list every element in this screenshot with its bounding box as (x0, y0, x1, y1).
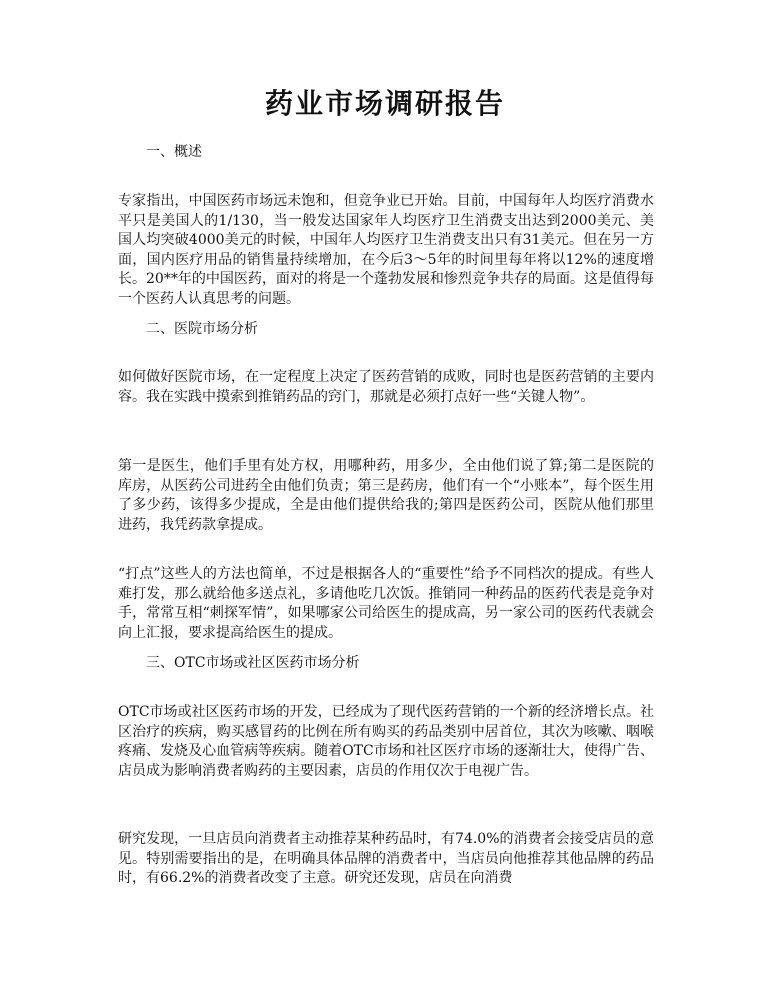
paragraph-overview: 专家指出，中国医药市场远未饱和，但竞争业已开始。目前，中国每年人均医疗消费水平只是美国人的1/130，当一般发达国家年人均医疗卫生消费支出达到2000美元、美国人均突破4000美元的时候，中国年人均医疗卫生消费支出只有31美元。但在另一方面，国内医疗用品的销售量持续增加，在今后3～5年的时间里每年将以12%的速度增长。20**年的中国医药，面对的将是一个蓬勃发展和惨烈竞争共存的局面。这是值得每一个医药人认真思考的问题。 (118, 193, 654, 307)
section-heading-otc-market: 三、OTC市场或社区医药市场分析 (146, 655, 360, 671)
paragraph-hospital-intro: 如何做好医院市场，在一定程度上决定了医药营销的成败，同时也是医药营销的主要内容。我在实践中摸索到推销药品的窍门，那就是必须打点好一些“关键人物”。 (118, 369, 654, 405)
paragraph-key-persons: 第一是医生，他们手里有处方权，用哪种药，用多少，全由他们说了算;第二是医院的库房，从医药公司进药全由他们负责；第三是药房，他们有一个“小账本”，每个医生用了多少药，该得多少提成，全是由他们提供给我的;第四是医药公司，医院从他们那里进药，我凭药款拿提成。 (118, 458, 654, 533)
section-heading-hospital-market: 二、医院市场分析 (146, 321, 258, 337)
paragraph-commission: “打点”这些人的方法也简单，不过是根据各人的“重要性”给予不同档次的提成。有些人难打发，那么就给他多送点礼，多请他吃几次饭。推销同一种药品的医药代表是竞争对手，常常互相“刺探军情”，如果哪家公司给医生的提成高，另一家公司的医药代表就会向上汇报，要求提高给医生的提成。 (118, 566, 654, 641)
section-heading-overview: 一、概述 (146, 144, 202, 160)
paragraph-research-findings: 研究发现，一旦店员向消费者主动推荐某种药品时，有74.0%的消费者会接受店员的意见。特别需要指出的是，在明确具体品牌的消费者中，当店员向他推荐其他品牌的药品时，有66.2%的消费者改变了主意。研究还发现，店员在向消费 (118, 831, 654, 886)
paragraph-otc-development: OTC市场或社区医药市场的开发，已经成为了现代医药营销的一个新的经济增长点。社区治疗的疾病，购买感冒药的比例在所有购买的药品类别中居首位，其次为咳嗽、咽喉疼痛、发烧及心血管病等疾病。随着OTC市场和社区医疗市场的逐渐壮大，使得广告、店员成为影响消费者购药的主要因素，店员的作用仅次于电视广告。 (118, 704, 654, 779)
document-title: 药业市场调研报告 (264, 87, 505, 120)
